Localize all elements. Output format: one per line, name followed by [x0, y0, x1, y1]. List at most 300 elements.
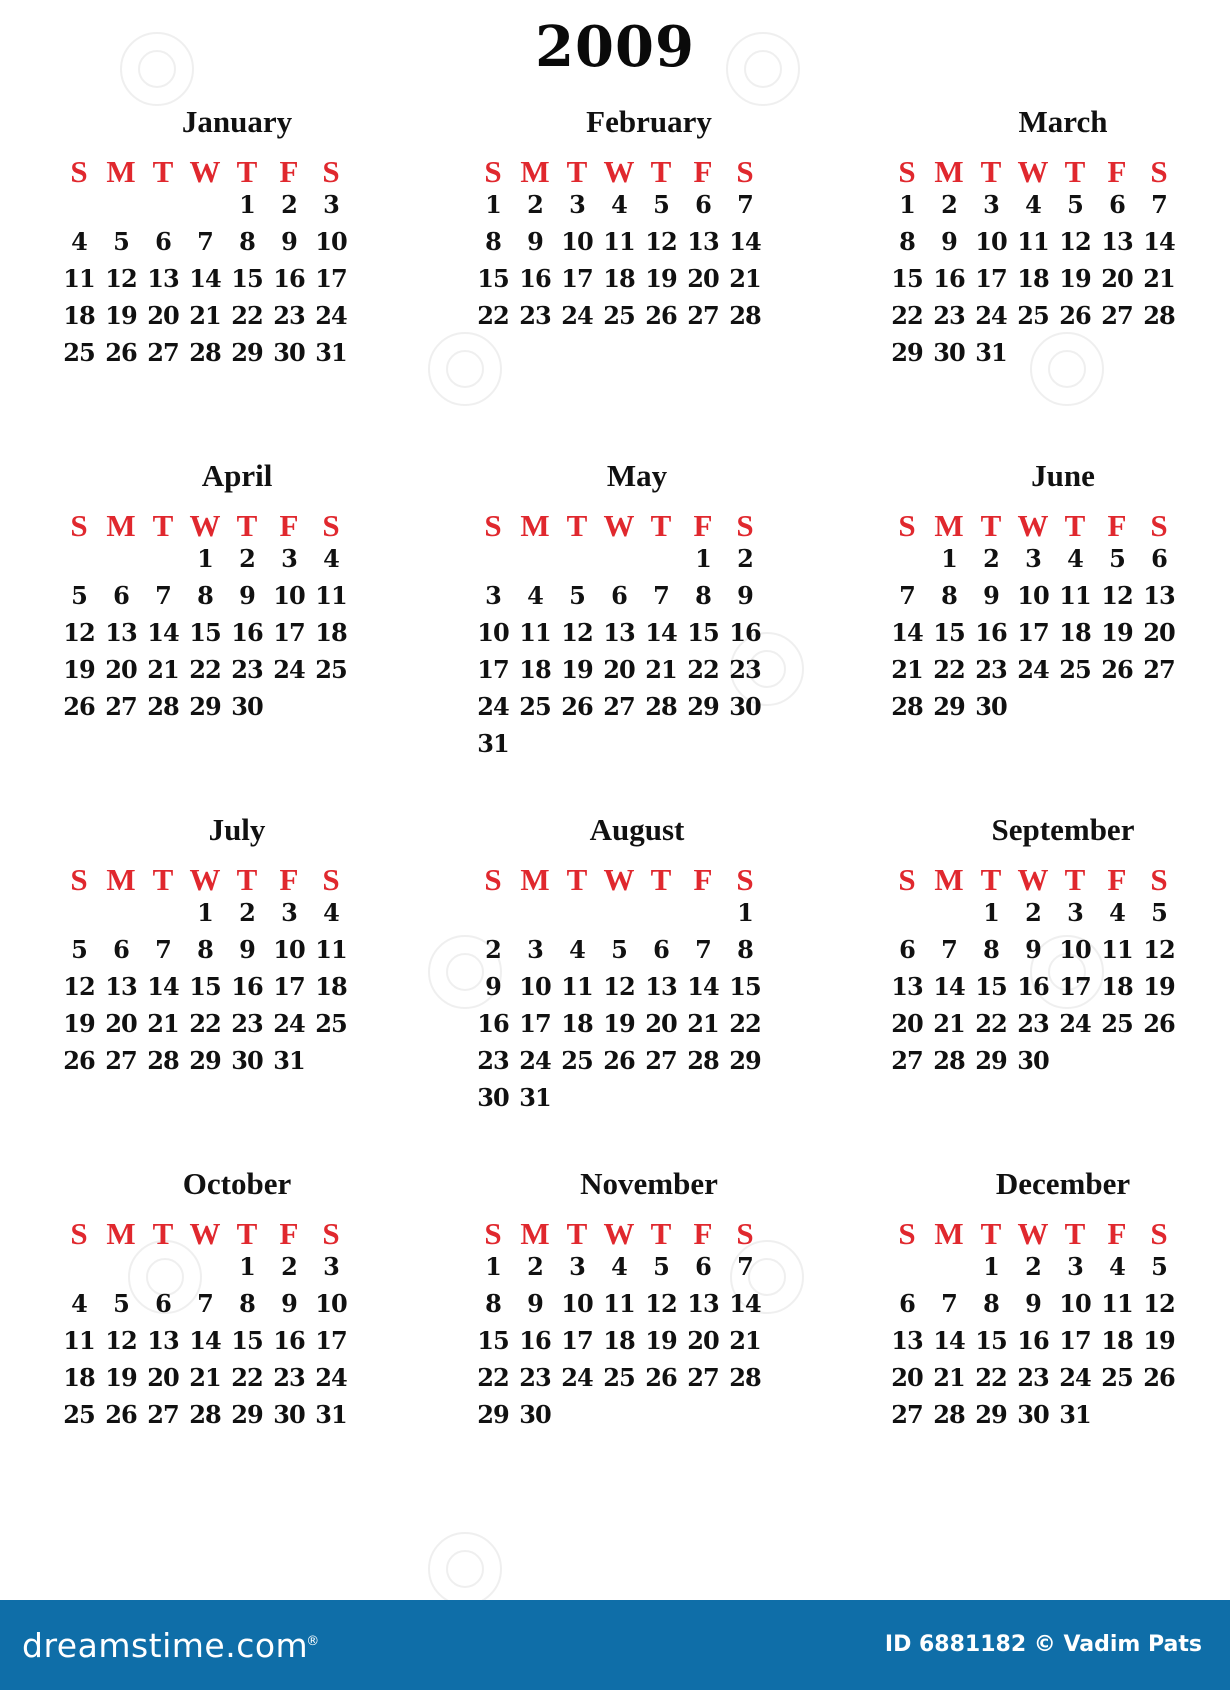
date-cell: 9 [281, 227, 297, 256]
date-cell: 27 [891, 1400, 923, 1429]
date-cell: 16 [933, 264, 965, 293]
weekday-label: S [898, 154, 916, 189]
date-cell: 17 [975, 264, 1007, 293]
footer-bar [0, 1600, 1230, 1690]
date-cell: 5 [653, 190, 669, 219]
date-cell: 19 [105, 1363, 137, 1392]
date-cell: 8 [485, 1289, 501, 1318]
date-cell: 16 [273, 1326, 305, 1355]
date-cell: 29 [231, 1400, 263, 1429]
date-cell: 3 [485, 581, 501, 610]
date-cell: 6 [113, 581, 129, 610]
date-cell: 27 [645, 1046, 677, 1075]
date-cell: 1 [485, 190, 501, 219]
date-cell: 21 [1143, 264, 1175, 293]
date-cell: 8 [239, 227, 255, 256]
date-cell: 29 [933, 692, 965, 721]
date-cell: 1 [899, 190, 915, 219]
weekday-label: M [934, 1216, 964, 1251]
date-cell: 5 [1067, 190, 1083, 219]
date-cell: 17 [561, 264, 593, 293]
date-cell: 14 [147, 618, 179, 647]
date-cell: 31 [519, 1083, 551, 1112]
date-cell: 4 [1025, 190, 1041, 219]
date-cell: 27 [687, 1363, 719, 1392]
weekday-header [890, 508, 1190, 544]
date-cell: 23 [231, 655, 263, 684]
date-cell: 12 [63, 618, 95, 647]
date-cell: 22 [231, 301, 263, 330]
weekday-label: F [693, 1216, 713, 1251]
date-cell: 3 [569, 190, 585, 219]
date-cell: 13 [687, 1289, 719, 1318]
date-cell: 14 [729, 1289, 761, 1318]
date-cell: 23 [729, 655, 761, 684]
registered-mark: ® [306, 1634, 320, 1649]
image-id-credit: ID 6881182 © Vadim Pats [884, 1632, 1202, 1657]
date-cell: 11 [1101, 1289, 1133, 1318]
weekday-label: F [279, 1216, 299, 1251]
date-cell: 18 [63, 1363, 95, 1392]
date-cell: 6 [155, 1289, 171, 1318]
weekday-label: S [70, 1216, 88, 1251]
weekday-label: T [980, 508, 1002, 543]
date-cell: 23 [519, 301, 551, 330]
date-cell: 30 [477, 1083, 509, 1112]
date-cell: 21 [687, 1009, 719, 1038]
date-cell: 6 [695, 1252, 711, 1281]
date-cell: 24 [519, 1046, 551, 1075]
date-cell: 12 [1143, 1289, 1175, 1318]
date-cell: 10 [1059, 935, 1091, 964]
date-cell: 1 [197, 544, 213, 573]
weekday-label: T [566, 154, 588, 189]
date-cell: 5 [1109, 544, 1125, 573]
date-cell: 7 [197, 1289, 213, 1318]
weekday-label: M [520, 1216, 550, 1251]
date-cell: 14 [147, 972, 179, 1001]
date-cell: 9 [737, 581, 753, 610]
month-january [62, 104, 362, 434]
date-cell: 22 [891, 301, 923, 330]
weekday-label: S [484, 154, 502, 189]
date-cell: 25 [1059, 655, 1091, 684]
date-cell: 21 [147, 655, 179, 684]
weekday-label: S [898, 1216, 916, 1251]
date-cell: 2 [281, 1252, 297, 1281]
date-cell: 6 [611, 581, 627, 610]
date-cell: 10 [519, 972, 551, 1001]
weekday-label: T [650, 154, 672, 189]
date-cell: 4 [611, 190, 627, 219]
date-cell: 18 [1017, 264, 1049, 293]
date-cell: 17 [1017, 618, 1049, 647]
weekday-label: W [603, 154, 635, 189]
date-cell: 29 [189, 1046, 221, 1075]
weekday-label: W [1017, 508, 1049, 543]
date-cell: 26 [105, 338, 137, 367]
weekday-label: M [520, 508, 550, 543]
date-cell: 12 [1101, 581, 1133, 610]
date-cell: 31 [1059, 1400, 1091, 1429]
date-cell: 7 [155, 581, 171, 610]
date-cell: 24 [975, 301, 1007, 330]
date-cell: 14 [189, 1326, 221, 1355]
date-cell: 2 [527, 1252, 543, 1281]
month-october [62, 1166, 362, 1496]
date-cell: 25 [561, 1046, 593, 1075]
date-cell: 12 [1143, 935, 1175, 964]
weekday-label: T [236, 862, 258, 897]
date-cell: 19 [1101, 618, 1133, 647]
date-cell: 15 [891, 264, 923, 293]
date-cell: 6 [899, 1289, 915, 1318]
date-cell: 21 [645, 655, 677, 684]
date-cell: 14 [189, 264, 221, 293]
date-cell: 15 [231, 264, 263, 293]
date-cell: 3 [323, 1252, 339, 1281]
date-cell: 22 [477, 301, 509, 330]
date-cell: 30 [729, 692, 761, 721]
date-cell: 25 [63, 1400, 95, 1429]
date-cell: 4 [569, 935, 585, 964]
brand-text: dreamstime.com [22, 1626, 309, 1665]
date-cell: 30 [231, 692, 263, 721]
month-name: February [586, 104, 712, 139]
brand-logo [22, 1626, 320, 1665]
date-cell: 8 [239, 1289, 255, 1318]
date-cell: 3 [569, 1252, 585, 1281]
date-cell: 16 [477, 1009, 509, 1038]
date-cell: 1 [983, 898, 999, 927]
date-cell: 25 [63, 338, 95, 367]
year-title: 2009 [535, 14, 695, 80]
date-cell: 30 [273, 338, 305, 367]
date-cell: 8 [197, 581, 213, 610]
weekday-label: F [693, 154, 713, 189]
date-cell: 3 [1067, 1252, 1083, 1281]
date-cell: 1 [983, 1252, 999, 1281]
date-cell: 14 [933, 1326, 965, 1355]
date-cell: 5 [653, 1252, 669, 1281]
date-cell: 29 [477, 1400, 509, 1429]
date-cell: 15 [189, 972, 221, 1001]
weekday-label: S [70, 862, 88, 897]
date-cell: 16 [231, 618, 263, 647]
date-cell: 19 [645, 264, 677, 293]
month-november [476, 1166, 776, 1496]
date-cell: 16 [519, 1326, 551, 1355]
date-cell: 9 [239, 581, 255, 610]
date-cell: 11 [315, 935, 347, 964]
date-cell: 2 [983, 544, 999, 573]
date-cell: 11 [63, 264, 95, 293]
date-cell: 12 [1059, 227, 1091, 256]
date-cell: 25 [315, 1009, 347, 1038]
date-cell: 20 [147, 301, 179, 330]
date-cell: 2 [1025, 1252, 1041, 1281]
date-cell: 24 [561, 1363, 593, 1392]
date-cell: 4 [527, 581, 543, 610]
date-cell: 5 [569, 581, 585, 610]
weekday-label: W [1017, 862, 1049, 897]
date-cell: 27 [105, 692, 137, 721]
month-june [890, 458, 1190, 788]
date-cell: 27 [1143, 655, 1175, 684]
date-cell: 9 [1025, 1289, 1041, 1318]
date-cell: 25 [1017, 301, 1049, 330]
date-cell: 6 [155, 227, 171, 256]
date-cell: 19 [603, 1009, 635, 1038]
date-cell: 23 [231, 1009, 263, 1038]
date-cell: 15 [687, 618, 719, 647]
date-cell: 28 [645, 692, 677, 721]
date-cell: 4 [323, 544, 339, 573]
month-name: October [182, 1166, 292, 1201]
date-cell: 5 [611, 935, 627, 964]
date-cell: 23 [477, 1046, 509, 1075]
date-cell: 2 [281, 190, 297, 219]
date-cell: 18 [1101, 972, 1133, 1001]
weekday-label: T [152, 508, 174, 543]
watermark-icon [726, 32, 800, 106]
date-cell: 13 [603, 618, 635, 647]
date-cell: 30 [1017, 1400, 1049, 1429]
weekday-label: F [1107, 508, 1127, 543]
weekday-label: W [603, 508, 635, 543]
weekday-label: T [236, 154, 258, 189]
date-cell: 21 [189, 1363, 221, 1392]
weekday-label: T [152, 1216, 174, 1251]
date-cell: 23 [273, 301, 305, 330]
date-cell: 12 [603, 972, 635, 1001]
weekday-label: S [322, 1216, 340, 1251]
date-cell: 23 [273, 1363, 305, 1392]
date-cell: 11 [561, 972, 593, 1001]
date-cell: 28 [729, 1363, 761, 1392]
weekday-label: S [1150, 508, 1168, 543]
weekday-label: T [236, 508, 258, 543]
date-cell: 14 [1143, 227, 1175, 256]
date-cell: 10 [561, 227, 593, 256]
date-cell: 20 [687, 264, 719, 293]
weekday-label: M [106, 154, 136, 189]
weekday-label: M [934, 862, 964, 897]
date-cell: 8 [983, 1289, 999, 1318]
month-name: January [181, 104, 293, 139]
month-name: June [1031, 458, 1095, 493]
weekday-header [62, 154, 362, 190]
date-cell: 9 [485, 972, 501, 1001]
date-cell: 28 [147, 1046, 179, 1075]
date-cell: 26 [1143, 1363, 1175, 1392]
date-cell: 9 [983, 581, 999, 610]
weekday-label: T [650, 862, 672, 897]
date-cell: 28 [687, 1046, 719, 1075]
weekday-header [890, 862, 1190, 898]
date-cell: 13 [687, 227, 719, 256]
date-cell: 28 [891, 692, 923, 721]
date-cell: 7 [653, 581, 669, 610]
date-cell: 29 [729, 1046, 761, 1075]
date-cell: 9 [941, 227, 957, 256]
date-cell: 3 [1067, 898, 1083, 927]
date-cell: 20 [687, 1326, 719, 1355]
date-cell: 10 [561, 1289, 593, 1318]
date-cell: 10 [315, 1289, 347, 1318]
weekday-label: W [189, 1216, 221, 1251]
date-cell: 7 [155, 935, 171, 964]
date-cell: 4 [611, 1252, 627, 1281]
date-cell: 11 [1101, 935, 1133, 964]
weekday-header [890, 154, 1190, 190]
weekday-label: M [934, 508, 964, 543]
date-cell: 5 [113, 227, 129, 256]
weekday-label: S [898, 862, 916, 897]
date-cell: 31 [273, 1046, 305, 1075]
weekday-label: F [1107, 154, 1127, 189]
date-cell: 27 [687, 301, 719, 330]
weekday-label: F [1107, 862, 1127, 897]
date-cell: 10 [273, 935, 305, 964]
date-cell: 28 [933, 1400, 965, 1429]
month-july [62, 812, 362, 1142]
weekday-label: F [693, 508, 713, 543]
date-cell: 20 [603, 655, 635, 684]
date-cell: 18 [1059, 618, 1091, 647]
date-cell: 1 [239, 190, 255, 219]
date-cell: 11 [603, 227, 635, 256]
date-cell: 16 [1017, 972, 1049, 1001]
date-cell: 22 [975, 1009, 1007, 1038]
weekday-label: W [1017, 154, 1049, 189]
weekday-header [62, 1216, 362, 1252]
date-cell: 3 [323, 190, 339, 219]
date-cell: 29 [975, 1400, 1007, 1429]
date-cell: 27 [147, 1400, 179, 1429]
date-cell: 24 [273, 655, 305, 684]
date-cell: 15 [477, 264, 509, 293]
date-cell: 26 [1059, 301, 1091, 330]
date-cell: 16 [273, 264, 305, 293]
weekday-label: T [152, 862, 174, 897]
weekday-label: T [152, 154, 174, 189]
date-cell: 15 [975, 1326, 1007, 1355]
date-cell: 11 [315, 581, 347, 610]
date-cell: 18 [603, 264, 635, 293]
weekday-label: W [189, 862, 221, 897]
weekday-label: S [70, 508, 88, 543]
date-cell: 24 [561, 301, 593, 330]
date-cell: 13 [1101, 227, 1133, 256]
date-cell: 27 [1101, 301, 1133, 330]
date-cell: 9 [281, 1289, 297, 1318]
date-cell: 16 [231, 972, 263, 1001]
weekday-label: T [566, 1216, 588, 1251]
date-cell: 14 [729, 227, 761, 256]
date-cell: 13 [147, 1326, 179, 1355]
weekday-header [62, 862, 362, 898]
date-cell: 19 [561, 655, 593, 684]
watermark-icon [428, 1532, 502, 1606]
date-cell: 27 [603, 692, 635, 721]
date-cell: 1 [941, 544, 957, 573]
month-name: March [1018, 104, 1108, 139]
month-name: July [208, 812, 266, 847]
date-cell: 18 [63, 301, 95, 330]
date-cell: 27 [147, 338, 179, 367]
date-cell: 25 [603, 1363, 635, 1392]
date-cell: 12 [645, 227, 677, 256]
weekday-label: M [934, 154, 964, 189]
date-cell: 20 [105, 655, 137, 684]
weekday-label: W [189, 154, 221, 189]
weekday-label: F [693, 862, 713, 897]
month-may [476, 458, 776, 788]
date-cell: 22 [231, 1363, 263, 1392]
weekday-label: T [1064, 862, 1086, 897]
date-cell: 8 [695, 581, 711, 610]
date-cell: 24 [273, 1009, 305, 1038]
month-april [62, 458, 362, 788]
date-cell: 2 [239, 544, 255, 573]
weekday-label: S [736, 1216, 754, 1251]
weekday-label: M [106, 1216, 136, 1251]
weekday-label: T [650, 1216, 672, 1251]
date-cell: 13 [891, 1326, 923, 1355]
month-name: August [589, 812, 685, 847]
date-cell: 9 [527, 1289, 543, 1318]
date-cell: 19 [63, 1009, 95, 1038]
date-cell: 20 [645, 1009, 677, 1038]
month-february [476, 104, 776, 434]
weekday-label: S [736, 508, 754, 543]
date-cell: 7 [941, 935, 957, 964]
date-cell: 6 [1151, 544, 1167, 573]
date-cell: 31 [315, 338, 347, 367]
date-cell: 5 [71, 935, 87, 964]
date-cell: 11 [603, 1289, 635, 1318]
date-cell: 20 [891, 1009, 923, 1038]
date-cell: 7 [737, 190, 753, 219]
month-september [890, 812, 1190, 1142]
date-cell: 24 [1059, 1009, 1091, 1038]
weekday-header [62, 508, 362, 544]
weekday-label: M [520, 154, 550, 189]
date-cell: 2 [239, 898, 255, 927]
date-cell: 8 [737, 935, 753, 964]
date-cell: 18 [603, 1326, 635, 1355]
date-cell: 20 [147, 1363, 179, 1392]
weekday-header [476, 508, 776, 544]
date-cell: 17 [477, 655, 509, 684]
date-cell: 4 [1067, 544, 1083, 573]
date-cell: 13 [891, 972, 923, 1001]
weekday-label: W [603, 862, 635, 897]
date-cell: 3 [281, 544, 297, 573]
date-cell: 8 [983, 935, 999, 964]
date-cell: 1 [695, 544, 711, 573]
date-cell: 25 [315, 655, 347, 684]
weekday-label: S [484, 508, 502, 543]
date-cell: 13 [105, 972, 137, 1001]
date-cell: 22 [189, 655, 221, 684]
weekday-label: S [484, 862, 502, 897]
date-cell: 9 [1025, 935, 1041, 964]
date-cell: 6 [1109, 190, 1125, 219]
weekday-label: W [603, 1216, 635, 1251]
date-cell: 22 [687, 655, 719, 684]
